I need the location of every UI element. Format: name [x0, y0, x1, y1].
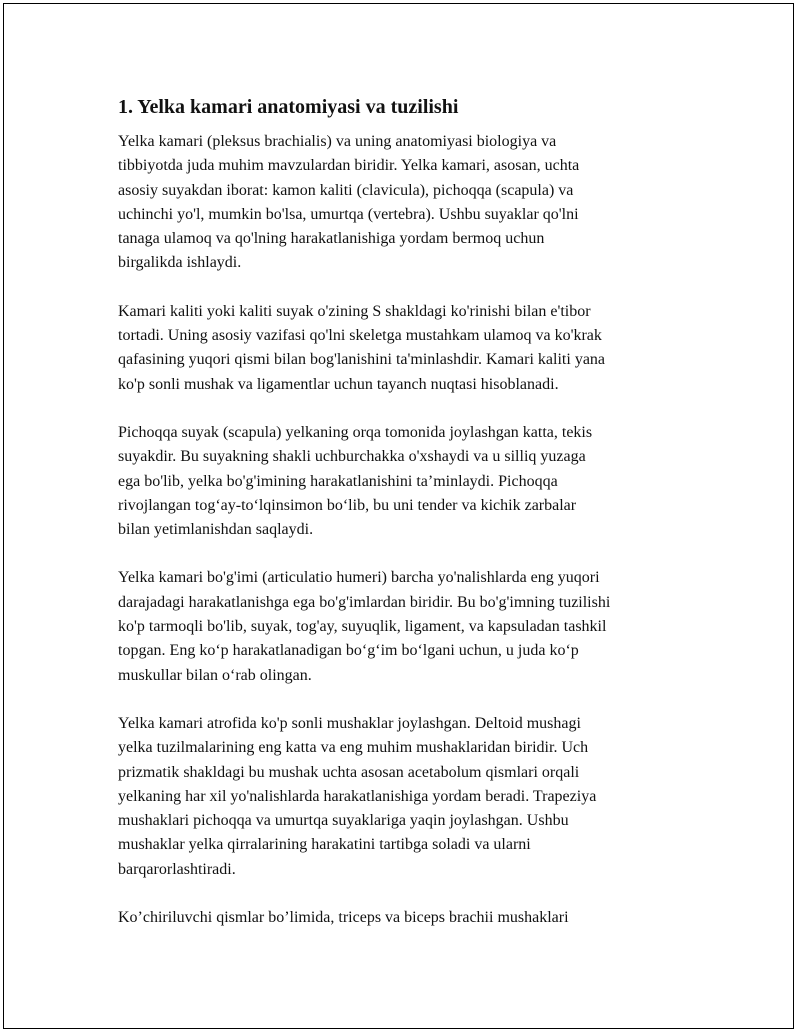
paragraph-line: darajadagi harakatlanishga ega bo'g'imlardan biridir. Bu bo'g'imning tuzilishi [118, 593, 611, 611]
paragraph-line: ko'p sonli mushak va ligamentlar uchun tayanch nuqtasi hisoblanadi. [118, 375, 559, 393]
paragraph-2 [118, 300, 688, 397]
paragraph-line: ega bo'lib, yelka bo'g'imining harakatlanishini ta’minlaydi. Pichoqqa [118, 472, 558, 490]
paragraph-line: tortadi. Uning asosiy vazifasi qo'lni skeletga mustahkam ulamoq va ko'krak [118, 327, 602, 345]
paragraph-5 [118, 712, 688, 882]
paragraph-line: Yelka kamari bo'g'imi (articulatio humeri) barcha yo'nalishlarda eng yuqori [118, 569, 600, 587]
paragraph-line: tibbiyotda juda muhim mavzulardan biridir. Yelka kamari, asosan, uchta [118, 157, 580, 175]
paragraph-1 [118, 130, 688, 276]
document-body [118, 94, 688, 954]
section-heading: 1. Yelka kamari anatomiyasi va tuzilishi [118, 96, 459, 118]
paragraph-line: prizmatik shakldagi bu mushak uchta asosan acetabolum qismlari orqali [118, 763, 580, 781]
paragraph-line: barqarorlashtiradi. [118, 860, 236, 878]
paragraph-line: yelka tuzilmalarining eng katta va eng muhim mushaklaridan biridir. Uch [118, 739, 589, 757]
paragraph-line: topgan. Eng ko‘p harakatlanadigan bo‘g‘im bo‘lgani uchun, u juda ko‘p [118, 642, 579, 660]
paragraph-3 [118, 421, 688, 542]
paragraph-line: Yelka kamari atrofida ko'p sonli mushaklar joylashgan. Deltoid mushagi [118, 714, 581, 732]
paragraph-line: Ko’chiriluvchi qismlar bo’limida, triceps va biceps brachii mushaklari [118, 909, 569, 927]
paragraph-line: uchinchi yo'l, mumkin bo'lsa, umurtqa (vertebra). Ushbu suyaklar qo'lni [118, 205, 579, 223]
paragraph-line: Kamari kaliti yoki kaliti suyak o'zining S shakldagi ko'rinishi bilan e'tibor [118, 302, 591, 320]
paragraph-line: yelkaning har xil yo'nalishlarda harakatlanishiga yordam beradi. Trapeziya [118, 787, 597, 805]
paragraph-line: muskullar bilan o‘rab olingan. [118, 666, 312, 684]
paragraph-line: qafasining yuqori qismi bilan bog'lanishini ta'minlashdir. Kamari kaliti yana [118, 351, 606, 369]
paragraph-line: suyakdir. Bu suyakning shakli uchburchakka o'xshaydi va u silliq yuzaga [118, 448, 586, 466]
paragraph-line: rivojlangan tog‘ay-to‘lqinsimon bo‘lib, bu uni tender va kichik zarbalar [118, 496, 577, 514]
paragraph-4 [118, 566, 688, 687]
paragraph-line: asosiy suyakdan iborat: kamon kaliti (clavicula), pichoqqa (scapula) va [118, 181, 574, 199]
paragraph-line: bilan yetimlanishdan saqlaydi. [118, 521, 314, 539]
paragraph-list [118, 130, 688, 930]
paragraph-line: birgalikda ishlaydi. [118, 254, 242, 272]
paragraph-line: tanaga ulamoq va qo'lning harakatlanishiga yordam bermoq uchun [118, 230, 545, 248]
paragraph-line: Yelka kamari (pleksus brachialis) va uning anatomiyasi biologiya va [118, 133, 557, 150]
paragraph-6 [118, 906, 688, 930]
paragraph-line: mushaklari pichoqqa va umurtqa suyaklariga yaqin joylashgan. Ushbu [118, 812, 569, 830]
paragraph-line: mushaklar yelka qirralarining harakatini tartibga soladi va ularni [118, 836, 531, 854]
paragraph-line: ko'p tarmoqli bo'lib, suyak, tog'ay, suyuqlik, ligament, va kapsuladan tashkil [118, 618, 607, 636]
paragraph-line: Pichoqqa suyak (scapula) yelkaning orqa tomonida joylashgan katta, tekis [118, 423, 593, 441]
